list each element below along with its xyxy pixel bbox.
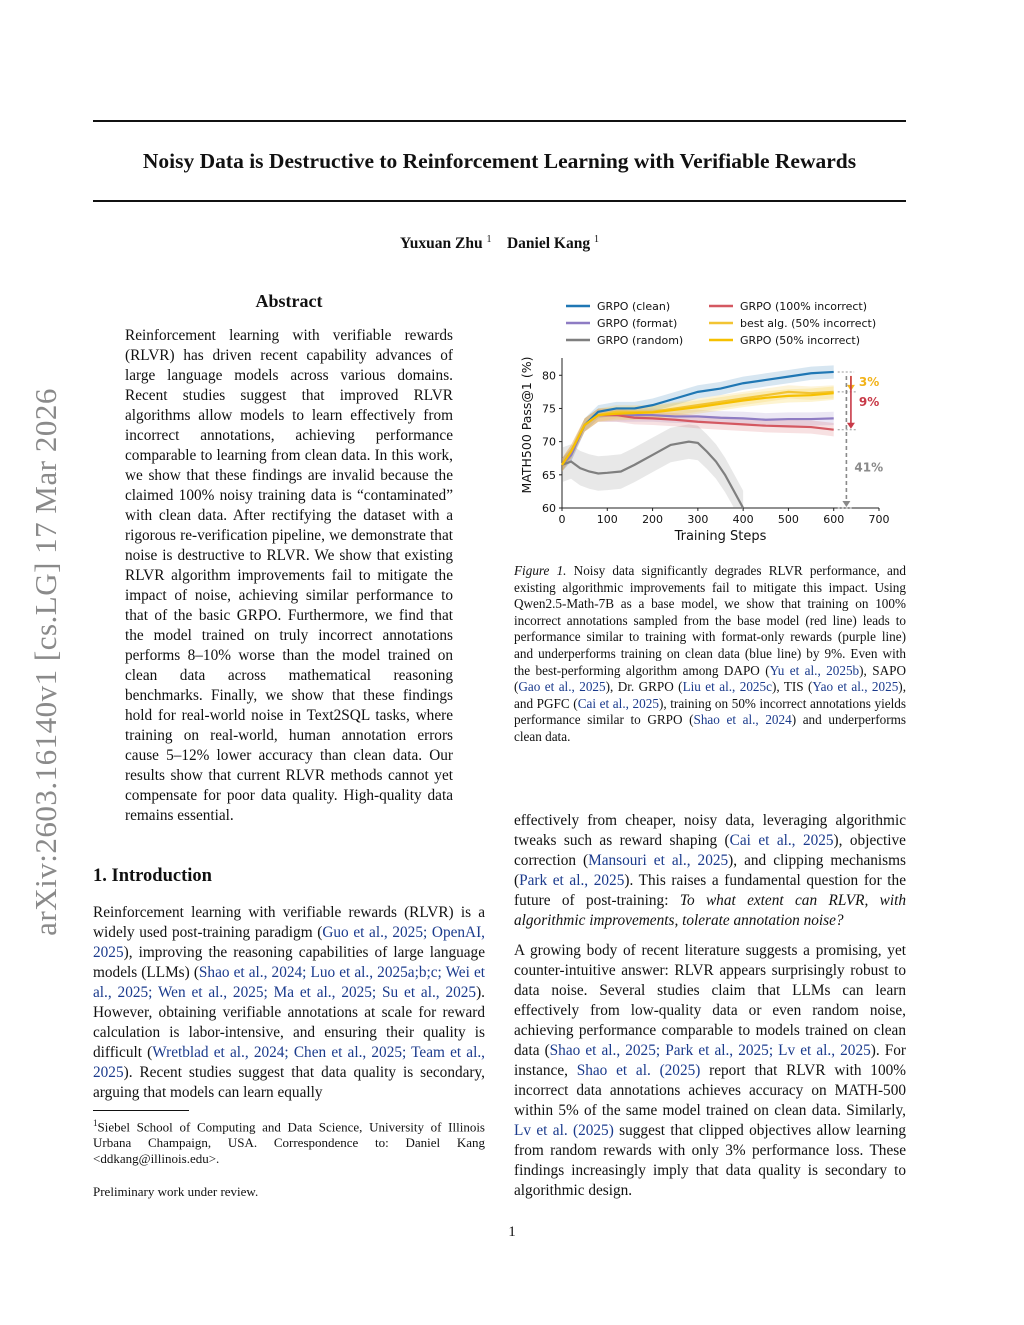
x-tick-label: 400 [732,513,754,526]
legend-label: GRPO (format) [597,317,678,330]
intro-paragraph [514,941,906,1201]
italic-text: To what extent can RLVR, with algorithmic improvements, tolerate annotation noise? [514,892,906,929]
author-name: Daniel Kang [506,235,591,253]
footnote-rule [93,1110,189,1111]
y-axis-label: MATH500 Pass@1 (%) [519,356,534,494]
author-affiliation-mark: 1 [593,234,599,245]
text-run: ). For instance, [514,1042,907,1079]
x-tick-label: 100 [596,513,618,526]
legend-label: GRPO (50% incorrect) [740,334,861,347]
gap-annotation: 41% [854,460,884,475]
legend-label: GRPO (clean) [597,300,671,313]
section-heading: 1. Introduction [93,866,212,886]
author-affiliation-mark: 1 [486,234,492,245]
text-run: ). However, obtaining verifiable annotations at scale for reward calculation is labor-intensive, and ensuring their quality is difficult ( [93,984,485,1061]
text-run: ), improving the reasoning capabilities of large language models (LLMs) ( [93,944,485,981]
citation-link[interactable]: Guo et al., 2025; OpenAI, 2025 [93,924,485,961]
footnote-text: Siebel School of Computing and Data Science, University of Illinois Urbana Champaign, USA. Correspondence to: Daniel Kang <ddkang@illinois.edu>. [93,1119,485,1167]
x-tick-label: 600 [823,513,845,526]
legend-label: GRPO (random) [597,334,684,347]
text-run: effectively from cheaper, noisy data, leveraging algorithmic tweaks such as reward shaping ( [514,812,906,849]
abstract-text: Reinforcement learning with verifiable rewards (RLVR) has driven recent capability advances of large language models across various domains. Recent studies suggest that improved RLVR algorithms allow models to learn effectively from incorrect annotations, achieving performance comparable to learning from clean data. In this work, we show that these findings are invalid because the claimed 100% noisy training data is “contaminated” with clean data. After rectifying the dataset with a rigorous re-verification pipeline, we demonstrate that noise is destructive to RLVR. We show that existing RLVR algorithm improvements fail to mitigate the impact of noise, achieving similar performance to that of the basic GRPO. Furthermore, we find that the model trained on truly incorrect annotations performs 8–10% worse than the model trained on clean data across mathematical reasoning benchmarks. Finally, we show that these findings hold for real-world noise in Text2SQL tasks, where training on real-world, human annotation errors cause 5–12% lower accuracy than clean data. Our results show that current RLVR methods cannot yet compensate for poor data quality. High-quality data remains essential. [125,327,453,824]
citation-link[interactable]: Wretblad et al., 2024; Chen et al., 2025; Team et al., 2025 [93,1044,485,1081]
y-tick-label: 80 [542,369,556,383]
title-rule [93,200,906,202]
author-name: Yuxuan Zhu [400,235,483,253]
x-tick-label: 700 [868,513,890,526]
citation-link[interactable]: Yu et al., 2025b [769,662,860,678]
arxiv-side-stamp: arXiv:2603.16140v1 [cs.LG] 17 Mar 2026 [28,388,63,936]
caption-text [514,563,906,744]
figure-caption [514,563,906,746]
series-band [562,424,743,508]
x-tick-label: 0 [558,513,566,526]
text-run: suggest that clipped objectives allow learning from random rewards with only 3% performance loss. These findings increasingly imply that data quality is secondary to algorithmic design. [514,1122,906,1199]
x-tick-label: 200 [642,513,664,526]
top-rule [93,120,906,122]
footnote [93,1115,485,1167]
y-tick-label: 75 [542,402,556,416]
y-tick-label: 65 [542,468,556,482]
author-list [93,234,906,253]
x-tick-label: 500 [777,513,799,526]
x-axis-label: Training Steps [674,529,767,544]
text-run: ). Recent studies suggest that data quality is secondary, arguing that models can learn equally [93,1064,485,1101]
text-run: ), and clipping mechanisms ( [514,852,906,889]
text-run: ), objective correction ( [514,832,906,869]
preliminary-note: Preliminary work under review. [93,1184,259,1199]
citation-link[interactable]: Lv et al. (2025) [514,1122,614,1139]
gap-annotation: 3% [858,374,880,389]
citation-link[interactable]: Shao et al., 2024; Luo et al., 2025a;b;c; Wei et al., 2025; Wen et al., 2025; Ma et al., 2025; Su et al., 2025 [93,964,485,1001]
citation-link[interactable]: Yao et al., 2025 [812,679,899,695]
citation-link[interactable]: Gao et al., 2025 [518,679,606,695]
figure-label: Figure 1. [514,563,567,578]
text-run: ), training on 50% incorrect annotations yields performance similar to GRPO ( [514,695,906,728]
text-run: ) and underperforms clean data. [514,712,906,744]
text-run: ), TIS ( [771,679,813,695]
citation-link[interactable]: Shao et al., 2025; Park et al., 2025; Lv et al., 2025 [549,1042,871,1059]
citation-link[interactable]: Cai et al., 2025 [729,832,834,849]
text-run: ), Dr. GRPO ( [605,679,683,695]
text-run: ). This raises a fundamental question for the future of post-training: [514,872,906,909]
citation-link[interactable]: Park et al., 2025 [519,872,625,889]
gap-annotation: 9% [858,394,880,409]
text-run: A growing body of recent literature suggests a promising, yet counter-intuitive answer: RLVR appears surprisingly robust to data noise. Several studies claim that LLMs can learn effectively from low-quality data or even random noise, achieving performance comparable to models trained on clean data ( [514,942,906,1059]
footnote-mark: 1 [93,1118,98,1128]
legend-label: best alg. (50% incorrect) [740,317,877,330]
text-run: Noisy data significantly degrades RLVR performance, and existing algorithmic improvements fail to mitigate this impact. Using Qwen2.5-Math-7B as a base model, we show that training on 100% incorrect annotations sampled from the base model (red line) leads to performance similar to training with format-only rewards (purple line) and underperforms training on clean data (blue line) by 9%. Even with the best-performing algorithm among DAPO ( [514,563,906,678]
figure-1-chart [514,296,906,552]
page-number: 1 [508,1224,516,1240]
y-tick-label: 70 [542,435,556,449]
text-run: ), and PGFC ( [514,679,906,711]
text-run: ), SAPO ( [514,662,906,695]
paper-title: Noisy Data is Destructive to Reinforcement Learning with Verifiable Rewards [142,149,857,173]
y-tick-label: 60 [542,502,556,515]
text-run: Reinforcement learning with verifiable rewards (RLVR) is a widely used post-training paradigm ( [93,904,485,941]
citation-link[interactable]: Mansouri et al., 2025 [588,852,729,869]
gap-arrowhead [842,501,850,507]
citation-link[interactable]: Shao et al. (2025) [576,1062,701,1079]
citation-link[interactable]: Liu et al., 2025c [682,679,772,695]
intro-paragraph [514,811,906,931]
x-tick-label: 300 [687,513,709,526]
intro-paragraph [93,903,485,1103]
citation-link[interactable]: Shao et al., 2024 [693,712,792,728]
text-run: report that RLVR with 100% incorrect data annotations achieves accuracy on MATH-500 within 5% of the same model trained on clean data. Similarly, [514,1062,906,1119]
legend-label: GRPO (100% incorrect) [740,300,868,313]
abstract-heading: Abstract [255,291,323,311]
line-chart [514,296,906,552]
citation-link[interactable]: Cai et al., 2025 [577,695,659,711]
gap-arrowhead [847,423,855,429]
